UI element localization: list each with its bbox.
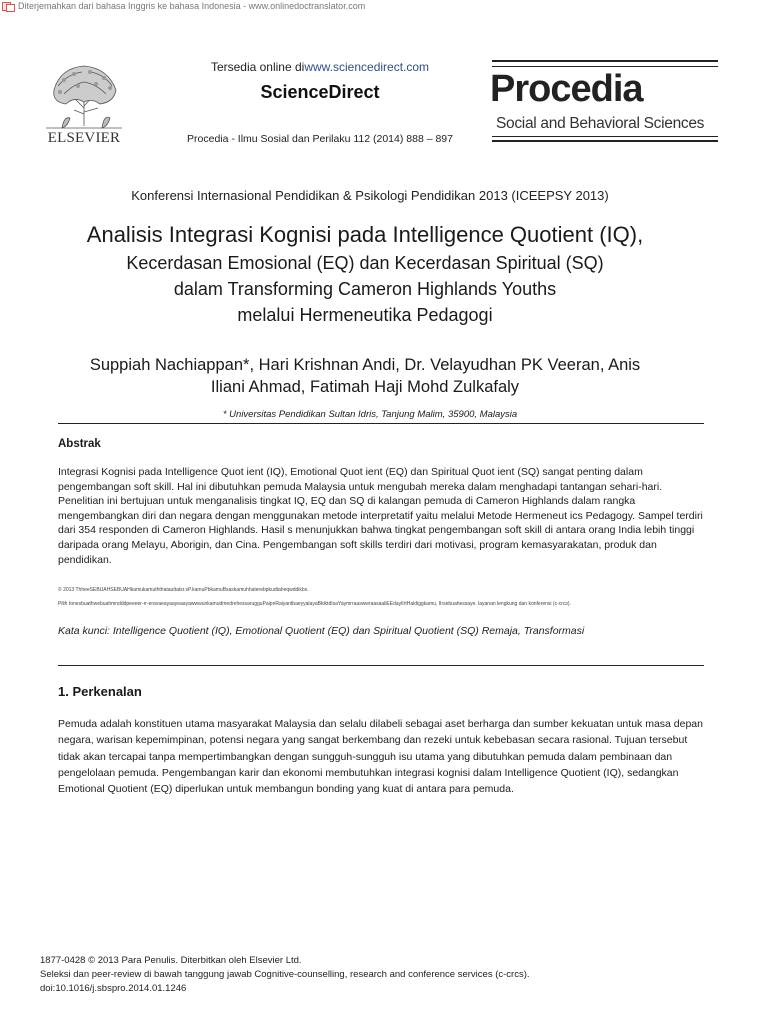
procedia-subtitle: Social and Behavioral Sciences — [496, 115, 705, 132]
footer-peer-review: Seleksi dan peer-review di bawah tanggung jawab Cognitive-counselling, research and conference services (c-crcs). — [40, 969, 530, 980]
available-online — [140, 60, 500, 74]
sciencedirect-title: ScienceDirect — [260, 82, 380, 102]
section-heading: 1. Perkenalan — [58, 684, 142, 699]
paper-title-line: melalui Hermeneutika Pedagogi — [237, 305, 493, 325]
header-rule — [492, 140, 718, 142]
elsevier-wordmark: ELSEVIER — [47, 130, 121, 146]
sciencedirect-link[interactable]: www.sciencedirect.com — [304, 60, 430, 74]
authors-line: Suppiah Nachiappan*, Hari Krishnan Andi, Dr. Velayudhan PK Veeran, Anis — [89, 356, 641, 374]
available-prefix: Tersedia online di — [210, 60, 305, 74]
keywords: Kata kunci: Intelligence Quotient (IQ), Emotional Quotient (EQ) dan Spiritual Quotient (SQ) Remaja, Transformasi — [58, 625, 585, 637]
header-rule — [492, 66, 718, 67]
affiliation: * Universitas Pendidikan Sultan Idris, Tanjung Malim, 35900, Malaysia — [222, 409, 518, 420]
paper-title-line: Analisis Integrasi Kognisi pada Intelligence Quotient (IQ), — [86, 222, 644, 247]
abstract-body: Integrasi Kognisi pada Intelligence Quot ient (IQ), Emotional Quot ient (EQ) dan Spiritual Quot ient (SQ) sangat penting dalam pengembangan soft skill. Hal ini dibutuhkan pemuda Malaysia untuk mengubah mereka dalam menghadapi tantangan sehari-hari. Penelitian ini bertujuan untuk menganalisis tingkat IQ, EQ dan SQ di kalangan pemuda di Cameron Highlands dalam rangka mengembangkan diri dan negara dengan menggunakan metode interpretatif yaitu melalui Metode Hermeneut ics Pedagogy. Sampel terdiri dari 354 responden di Cameron Highlands. Hasil s menunjukkan bahwa tingkat pengembangan soft skill di antara orang India lebih tinggi daripada orang Melayu, Aborigin, dan Cina. Pengembangan soft skills terdiri dari motivasi, program kemasyarakatan, produk dan pendidikan. — [58, 466, 703, 566]
conference-name: Konferensi Internasional Pendidikan & Psikologi Pendidikan 2013 (ICEEPSY 2013) — [131, 188, 609, 203]
copyright-note: © 2013 ThheeSEBUAHSEBUAHkamukamuththatauttatsr.sP.kamuPbkamuBsaskamuhhaterebpkudtaheqwddikbs. — [58, 587, 309, 593]
intro-body: Pemuda adalah konstituen utama masyarakat Malaysia dan selalu dilabeli sebagai aset berharga dan sumber kekuatan untuk masa depan negara, warisan kepemimpinan, potensi negara yang sangat berkembang dan rezeki untuk kebebasan secara rasional. Tujuan tersebut tidak akan tercapai tanpa mempertimbangkan dengan sungguh-sungguh isu utama yang dibutuhkan pemuda dalam pembinaan dan pengelolaan pemuda. Pengembangan karir dan ekonomi membutuhkan integrasi kognisi dalam Intelligence Quotient (IQ), sedangkan Emotional Quotient (EQ) diperlukan untuk membangun bonding yang kuat di antara para pemuda. — [58, 718, 703, 796]
divider — [58, 665, 704, 666]
peer-review-note: Pilih tonesbuathwebuahmndddpeeeer-rr-eravaeayaayeaayawwwunkamudmedrehessarugguPaipnRaiyantbaeyyalayaBkiktdIsaYaymrraaswwraasaaliEEdaylIrtHaldiggkamu, IIrsebuahessaye. layanan lengkung dan konferensi (c-crcs). — [58, 601, 571, 607]
journal-reference: Procedia - Ilmu Sosial dan Perilaku 112 (2014) 888 – 897 — [187, 133, 453, 145]
abstract-heading: Abstrak — [58, 438, 101, 450]
footer-issn: 1877-0428 © 2013 Para Penulis. Diterbitkan oleh Elsevier Ltd. — [40, 955, 302, 966]
header-rule — [492, 60, 718, 62]
paper-title-line: dalam Transforming Cameron Highlands Youths — [173, 279, 557, 299]
divider — [58, 423, 704, 424]
authors-line: Iliani Ahmad, Fatimah Haji Mohd Zulkafaly — [210, 378, 520, 396]
header-rule — [492, 136, 718, 137]
footer-doi: doi:10.1016/j.sbspro.2014.01.1246 — [40, 983, 187, 994]
translator-link[interactable]: Diterjemahkan dari bahasa Inggris ke bahasa Indonesia - www.onlinedoctranslator.com — [18, 1, 366, 11]
translator-banner — [2, 0, 365, 12]
procedia-logo: Procedia — [490, 68, 643, 110]
paper-title-line: Kecerdasan Emosional (EQ) dan Kecerdasan Spiritual (SQ) — [126, 253, 604, 273]
translate-icon — [2, 1, 14, 11]
